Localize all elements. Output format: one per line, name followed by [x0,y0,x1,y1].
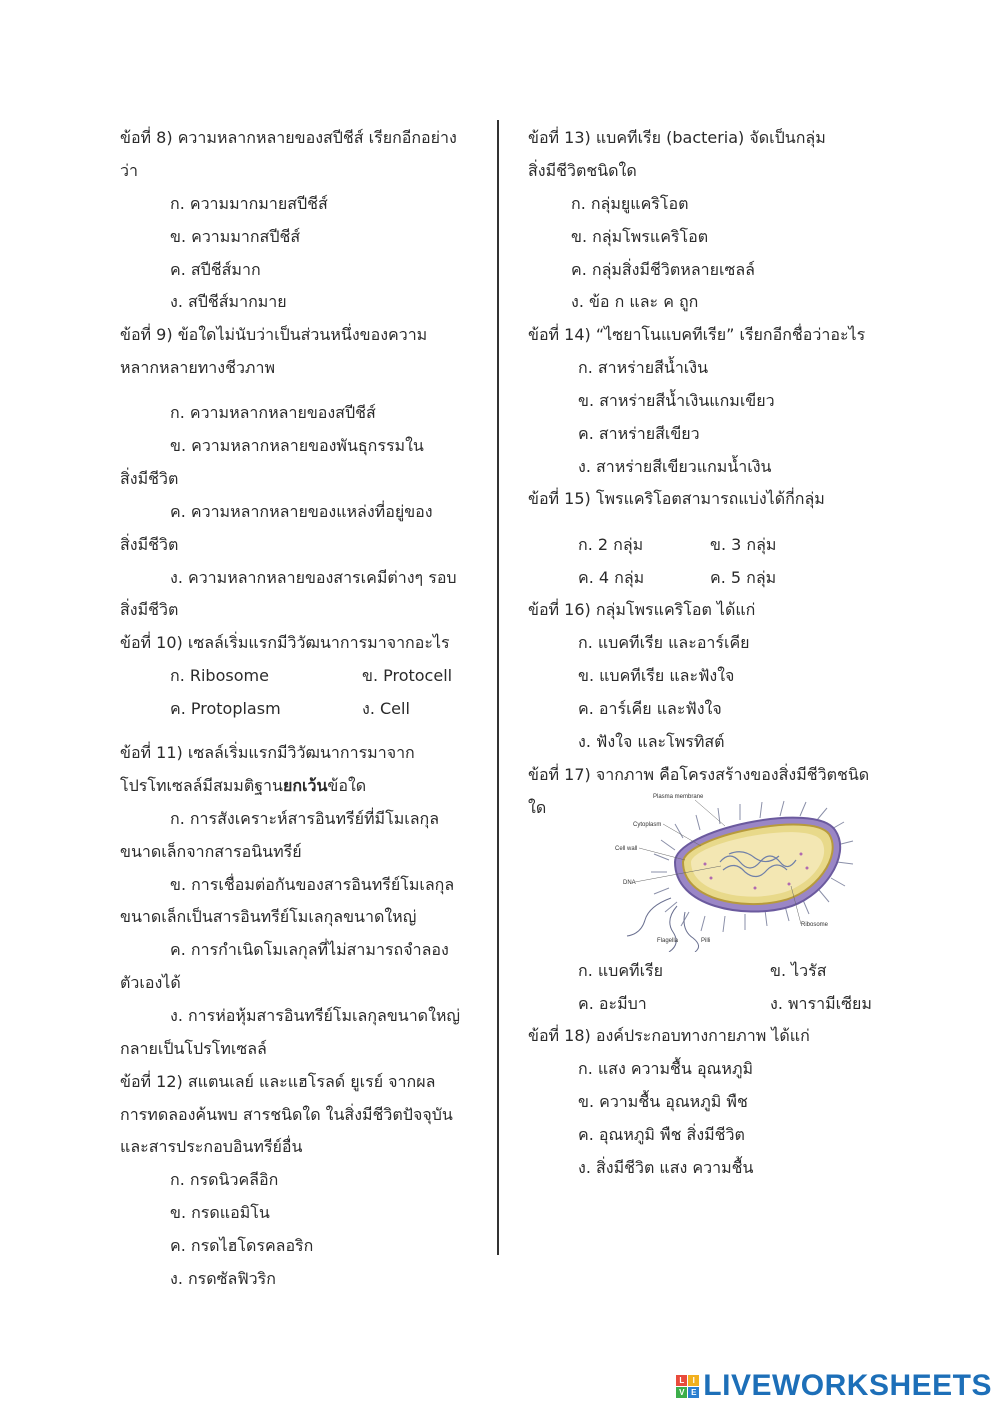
logo-letter-i: I [688,1375,699,1386]
q14-option-c[interactable]: ค. สาหร่ายสีเขียว [578,424,700,443]
q15-option-c[interactable]: ค. 4 กลุ่ม [578,568,645,587]
q13-option-d[interactable]: ง. ข้อ ก และ ค ถูก [571,292,699,311]
q12-line-1: ข้อที่ 12) สแตนเลย์ และแฮโรลด์ ยูเรย์ จากผล [120,1072,436,1091]
q11-option-b-cont: ขนาดเล็กเป็นสารอินทรีย์โมเลกุลขนาดใหญ่ [120,907,417,926]
label-pili: Pilli [701,938,711,944]
q9-line-2: หลากหลายทางชีวภาพ [120,358,275,377]
q17-option-d[interactable]: ง. พารามีเซียม [770,994,872,1013]
q18-line-1: ข้อที่ 18) องค์ประกอบทางกายภาพ ได้แก่ [528,1026,810,1045]
q11-line-2 [120,775,366,797]
q9-option-d[interactable]: ง. ความหลากหลายของสารเคมีต่างๆ รอบ [170,568,457,587]
q8-option-a[interactable]: ก. ความมากมายสปีชีส์ [170,194,328,213]
q12-option-a[interactable]: ก. กรดนิวคลีอิก [170,1170,279,1189]
q10-option-d[interactable]: ง. Cell [362,699,410,718]
q11-option-c-cont: ตัวเองได้ [120,973,181,992]
q17-option-b[interactable]: ข. ไวรัส [770,961,827,980]
q13-option-b[interactable]: ข. กลุ่มโพรแคริโอต [571,227,709,246]
logo-letter-l: L [676,1375,687,1386]
q11-option-c[interactable]: ค. การกำเนิดโมเลกุลที่ไม่สามารถจำลอง [170,940,449,959]
q16-option-a[interactable]: ก. แบคทีเรีย และอาร์เคีย [578,633,750,652]
q10-option-a[interactable]: ก. Ribosome [170,666,269,685]
liveworksheets-icon [676,1375,699,1398]
q18-option-c[interactable]: ค. อุณหภูมิ พืช สิ่งมีชีวิต [578,1125,745,1144]
q17-option-c[interactable]: ค. อะมีบา [578,994,647,1013]
q16-line-1: ข้อที่ 16) กลุ่มโพรแคริโอต ได้แก่ [528,600,756,619]
liveworksheets-logo [676,1369,992,1403]
q12-line-2: การทดลองค้นพบ สารชนิดใด ในสิ่งมีชีวิตปัจจุบัน [120,1105,453,1124]
q9-option-a[interactable]: ก. ความหลากหลายของสปีชีส์ [170,403,376,422]
q12-option-c[interactable]: ค. กรดไฮโดรคลอริก [170,1236,314,1255]
label-cytoplasm: Cytoplasm [633,822,662,828]
q9-option-c[interactable]: ค. ความหลากหลายของแหล่งที่อยู่ของ [170,502,433,521]
q12-line-3: และสารประกอบอินทรีย์อื่น [120,1137,303,1156]
label-ribosome: Ribosome [801,922,829,928]
logo-letter-v: V [676,1387,687,1398]
q11-option-d[interactable]: ง. การห่อหุ้มสารอินทรีย์โมเลกุลขนาดใหญ่ [170,1006,461,1025]
q13-line-2: สิ่งมีชีวิตชนิดใด [528,161,637,180]
q11-line-1: ข้อที่ 11) เซลล์เริ่มแรกมีวิวัฒนาการมาจาก [120,743,415,762]
q16-option-d[interactable]: ง. ฟังใจ และโพรทิสต์ [578,732,725,751]
q12-option-b[interactable]: ข. กรดแอมิโน [170,1203,270,1222]
q10-option-c[interactable]: ค. Protoplasm [170,699,281,718]
q9-option-b[interactable]: ข. ความหลากหลายของพันธุกรรมใน [170,436,424,455]
q11-option-b[interactable]: ข. การเชื่อมต่อกันของสารอินทรีย์โมเลกุล [170,875,455,894]
q9-option-b-cont: สิ่งมีชีวิต [120,469,179,488]
q9-option-d-cont: สิ่งมีชีวิต [120,600,179,619]
q15-option-d[interactable]: ค. 5 กลุ่ม [710,568,777,587]
q9-line-1: ข้อที่ 9) ข้อใดไม่นับว่าเป็นส่วนหนึ่งของความ [120,325,428,344]
q14-option-b[interactable]: ข. สาหร่ายสีน้ำเงินแกมเขียว [578,391,775,410]
label-flagella: Flagella [657,938,679,944]
q8-option-d[interactable]: ง. สปีชีส์มากมาย [170,292,287,311]
q9-option-c-cont: สิ่งมีชีวิต [120,535,179,554]
q18-option-a[interactable]: ก. แสง ความชื้น อุณหภูมิ [578,1059,754,1078]
bacterium-diagram [605,790,875,952]
q8-option-c[interactable]: ค. สปีชีส์มาก [170,260,261,279]
q13-option-c[interactable]: ค. กลุ่มสิ่งมีชีวิตหลายเซลล์ [571,260,755,279]
q11-option-d-cont: กลายเป็นโปรโทเซลล์ [120,1039,267,1058]
column-divider [497,120,499,1255]
q14-line-1: ข้อที่ 14) “ไซยาโนแบคทีเรีย” เรียกอีกชื่อว่าอะไร [528,325,866,344]
q11-option-a-cont: ขนาดเล็กจากสารอนินทรีย์ [120,842,302,861]
q8-line-1: ข้อที่ 8) ความหลากหลายของสปีชีส์ เรียกอีกอย่าง [120,128,457,147]
q13-line-1: ข้อที่ 13) แบคทีเรีย (bacteria) จัดเป็นกลุ่ม [528,128,826,147]
q11-line-2-pre: โปรโทเซลล์มีสมมติฐาน [120,776,283,795]
liveworksheets-wordmark: LIVEWORKSHEETS [703,1369,992,1402]
q10-option-b[interactable]: ข. Protocell [362,666,453,685]
label-cell-wall: Cell wall [615,846,638,852]
q13-option-a[interactable]: ก. กลุ่มยูแคริโอต [571,194,689,213]
q17-option-a[interactable]: ก. แบคทีเรีย [578,961,664,980]
q17-line-1: ข้อที่ 17) จากภาพ คือโครงสร้างของสิ่งมีชีวิตชนิด [528,765,870,784]
q16-option-b[interactable]: ข. แบคทีเรีย และฟังใจ [578,666,735,685]
q17-line-2: ใด [528,798,547,817]
q11-line-2-post: ข้อใด [327,776,367,795]
q10-line-1: ข้อที่ 10) เซลล์เริ่มแรกมีวิวัฒนาการมาจากอะไร [120,633,450,652]
q11-except-word: ยกเว้น [282,776,328,795]
q8-option-b[interactable]: ข. ความมากสปีชีส์ [170,227,301,246]
logo-letter-e: E [688,1387,699,1398]
q18-option-b[interactable]: ข. ความชื้น อุณหภูมิ พืช [578,1092,748,1111]
q12-option-d[interactable]: ง. กรดซัลฟิวริก [170,1269,276,1288]
q18-option-d[interactable]: ง. สิ่งมีชีวิต แสง ความชื้น [578,1158,754,1177]
q16-option-c[interactable]: ค. อาร์เคีย และฟังใจ [578,699,722,718]
label-dna: DNA [623,880,636,886]
q15-option-a[interactable]: ก. 2 กลุ่ม [578,535,644,554]
q8-line-2: ว่า [120,161,138,180]
label-plasma-membrane: Plasma membrane [653,794,704,800]
q11-option-a[interactable]: ก. การสังเคราะห์สารอินทรีย์ที่มีโมเลกุล [170,809,439,828]
q14-option-a[interactable]: ก. สาหร่ายสีน้ำเงิน [578,358,709,377]
q15-option-b[interactable]: ข. 3 กลุ่ม [710,535,777,554]
q14-option-d[interactable]: ง. สาหร่ายสีเขียวแกมน้ำเงิน [578,457,772,476]
q15-line-1: ข้อที่ 15) โพรแคริโอตสามารถแบ่งได้กี่กลุ่ม [528,489,825,508]
